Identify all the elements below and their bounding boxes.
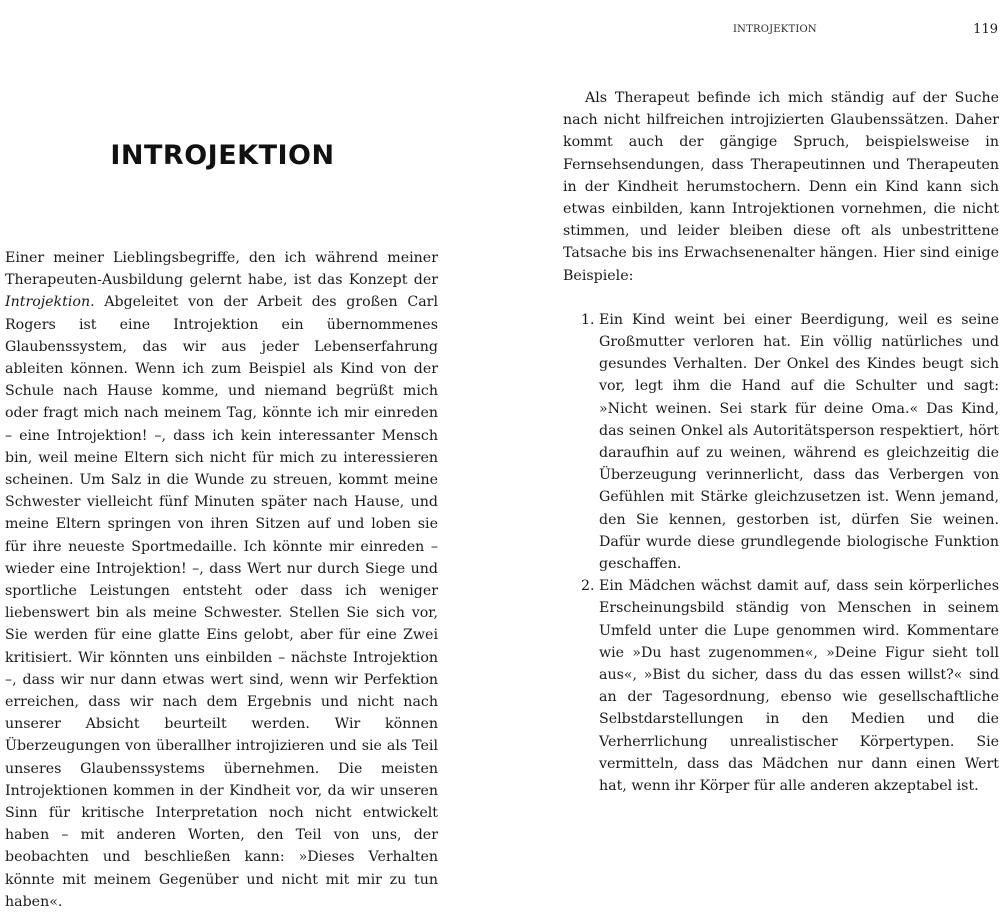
page-number: 119 [973, 22, 998, 37]
left-column [5, 247, 438, 913]
term-introjektion: Introjektion [5, 294, 91, 311]
right-column [563, 87, 999, 797]
example-item-2 [581, 575, 999, 797]
paragraph-text-after-term: . Abgeleitet von der Arbeit des großen Carl Rogers ist eine Introjektion ein übernommenes Glaubenssystem, das wir aus jeder Lebenserfahrung ableiten können. Wenn ich zum Beispiel als Kind von der Schule nach Hause komme, und niemand begrüßt mich oder fragt mich nach meinem Tag, könnte ich mir einreden – eine Introjektion! –, dass ich kein interessanter Mensch bin, weil meine Eltern sich nicht für mich zu interessieren scheinen. Um Salz in die Wunde zu streuen, kommt meine Schwester vielleicht fünf Minuten später nach Hause, und meine Eltern springen von ihren Sitzen auf und loben sie für ihre neueste Sportmedaille. Ich könnte mir einreden – wieder eine Introjektion! –, dass Wert nur durch Siege und sportliche Leistungen entsteht oder dass ich weniger liebenswert bin als meine Schwester. Stellen Sie sich vor, Sie werden für eine glatte Eins gelobt, aber für eine Zwei kritisiert. Wir könnten uns einbilden – nächste Introjektion –, dass wir nur dann etwas wert sind, wenn wir Perfektion erreichen, dass wir nach dem Ergebnis und nicht nach unserer Absicht beurteilt werden. Wir können Überzeugungen von überallher introjizieren und sie als Teil unseres Glaubenssystems übernehmen. Die meisten Introjektionen kommen in der Kindheit vor, da wir unseren Sinn für kritische Interpretation noch nicht entwickelt haben – mit anderen Worten, den Teil von uns, der beobachten und beschließen kann: »Dieses Verhalten könnte mit meinem Gegenüber und nicht mit mir zu tun haben«. [5, 294, 438, 910]
example-item-1 [581, 309, 999, 575]
example-text: Ein Mädchen wächst damit auf, dass sein körperliches Erscheinungsbild ständig von Menschen in seinem Umfeld unter die Lupe genommen wird. Kommentare wie »Du hast zugenommen«, »Deine Figur sieht toll aus«, »Bist du sicher, dass du das essen willst?« sind an der Tagesordnung, ebenso wie gesellschaftliche Selbstdarstellungen in den Medien und die Verherrlichung unrealistischer Körpertypen. Sie vermitteln, dass das Mädchen nur dann einen Wert hat, wenn ihr Körper für alle anderen akzeptabel ist. [599, 578, 999, 795]
left-paragraph [5, 247, 438, 913]
right-intro-paragraph: Als Therapeut befinde ich mich ständig auf der Suche nach nicht hilfreichen introjizierten Glaubenssätzen. Daher kommt auch der gängige Spruch, beispielsweise in Fernsehsendungen, dass Therapeutinnen und Therapeuten in der Kindheit herumstochern. Denn ein Kind kann sich etwas einbilden, kann Introjektionen vornehmen, die nicht stimmen, und leider bleiben diese oft als unbestrittene Tatsache bis ins Erwachsenenalter hängen. Hier sind einige Beispiele: [563, 90, 999, 284]
chapter-title: INTROJEKTION [110, 140, 335, 171]
example-text: Ein Kind weint bei einer Beerdigung, weil es seine Großmutter verloren hat. Ein völlig natürliches und gesundes Verhalten. Der Onkel des Kindes beugt sich vor, legt ihm die Hand auf die Schulter und sagt: »Nicht weinen. Sei stark für deine Oma.« Das Kind, das seinen Onkel als Autoritätsperson respektiert, hört daraufhin auf zu weinen, während es gleichzeitig die Überzeugung verinnerlicht, dass das Verbergen von Gefühlen mit Stärke gleichzusetzen ist. Wenn jemand, den Sie kennen, gestorben ist, dürfen Sie weinen. Dafür wurde diese grundlegende biologische Funktion geschaffen. [599, 311, 999, 573]
example-number: 1. [581, 311, 595, 328]
example-number: 2. [581, 578, 595, 595]
paragraph-text-before-term: Einer meiner Lieblingsbegriffe, den ich während meiner Therapeuten-Ausbildung gelernt habe, ist das Konzept der [5, 250, 438, 289]
examples-list [563, 309, 999, 797]
running-head: INTROJEKTION [733, 24, 817, 35]
